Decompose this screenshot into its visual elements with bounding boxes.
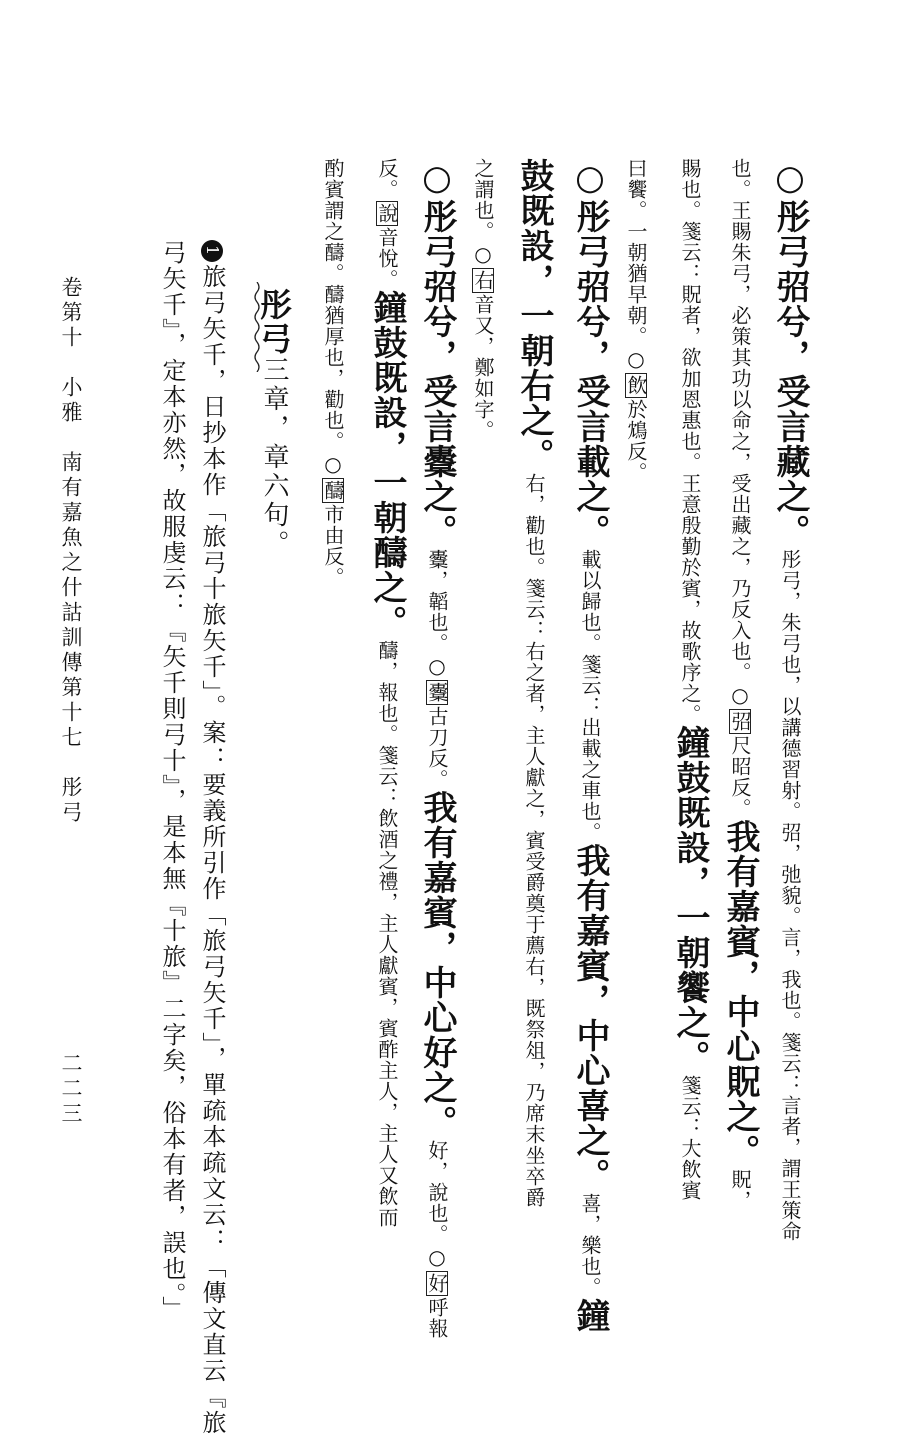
verse-text: ○彤弓弨兮，受言載之。 (570, 158, 610, 549)
note-marker: 1 (201, 240, 223, 262)
boxed-gloss-char: 好 (425, 1273, 449, 1294)
text-column-1 (770, 158, 810, 1242)
verse-text: 鼓既設，一朝右之。 (514, 158, 554, 473)
commentary-text: 彤弓，朱弓也，以講德習射。弨，弛貌。言，我也。箋云：言者，謂王策命 (778, 549, 802, 1242)
commentary-text: 音悅。 (375, 227, 399, 290)
verse-text: 我有嘉賓，中心貺之。 (720, 819, 760, 1169)
commentary-text: 喜，樂也。 (578, 1193, 602, 1298)
commentary-text: 右，勸也。箋云：右之者，主人獻之，賓受爵奠于薦右，既祭俎，乃席末坐卒爵 (522, 473, 546, 1208)
boxed-gloss-char: 說 (375, 203, 399, 224)
commentary-text: 櫜，韜也。○ (425, 549, 449, 679)
commentary-text: 貺， (728, 1169, 752, 1211)
text-column-5 (570, 158, 610, 1333)
chapter-title: 彤弓 (255, 288, 293, 356)
commentary-text: 酌賓謂之醻。醻猶厚也，勸也。○ (321, 158, 345, 477)
page-number: 二二三 (59, 1052, 83, 1127)
verse-text: 鐘鼓既設，一朝醻之。 (367, 290, 407, 640)
commentary-text: 曰饗。一朝猶早朝。○ (624, 158, 648, 372)
verse-text: 我有嘉賓，中心好之。 (417, 790, 457, 1140)
boxed-gloss-char: 飲 (624, 375, 648, 396)
text-column-2 (720, 158, 760, 1211)
verse-text: 鐘鼓既設，一朝饗之。 (670, 725, 710, 1075)
verse-text: ○彤弓弨兮，受言櫜之。 (417, 158, 457, 549)
verse-text: 鐘 (570, 1298, 610, 1333)
note-text-2: 弓矢千』，定本亦然，故服虔云：『矢千則弓十』，是本無『十旅』二字矣，俗本有者，誤也。」 (158, 240, 186, 1322)
commentary-text: 之謂也。○ (471, 158, 495, 267)
boxed-gloss-char: 右 (471, 270, 495, 291)
text-column-4 (623, 158, 649, 483)
text-column-8 (417, 158, 457, 1339)
commentary-text: 呼報 (425, 1297, 449, 1339)
note-line-1 (200, 240, 224, 1436)
chapter-info: 三章，章六句。 (259, 356, 289, 559)
running-head: 卷第十 小雅 南有嘉魚之什詁訓傳第十七 彤弓 (59, 276, 83, 826)
text-column-6 (514, 158, 554, 1208)
text-column-9 (367, 158, 407, 1228)
commentary-text: 好，說也。○ (425, 1140, 449, 1270)
commentary-text: 市由反。 (321, 504, 345, 588)
commentary-text: 古刀反。 (425, 706, 449, 790)
text-column-10 (320, 158, 346, 588)
commentary-text: 載以歸也。箋云：出載之車也。 (578, 549, 602, 843)
text-column-3 (670, 158, 710, 1201)
commentary-text: 於鴆反。 (624, 399, 648, 483)
text-column-7 (470, 158, 496, 441)
title-wavy-underline (253, 282, 261, 372)
commentary-text: 箋云：大飲賓 (678, 1075, 702, 1201)
note-text-1b: 旅弓十旅矢千」。案：要義所引作「旅弓矢千」，單疏本疏文云：「傳文直云『旅 (198, 524, 226, 1436)
boxed-gloss-char: 醻 (321, 480, 345, 501)
commentary-text: 醻，報也。箋云：飲酒之禮，主人獻賓，賓酢主人，主人又飲而 (375, 640, 399, 1228)
boxed-gloss-char: 櫜 (425, 682, 449, 703)
commentary-text: 賜也。箋云：貺者，欲加恩惠也。王意殷勤於賓，故歌序之。 (678, 158, 702, 725)
note-text-1a: 旅弓矢千，日抄本作「 (198, 264, 226, 524)
chapter-summary (255, 288, 293, 559)
note-line-2 (160, 240, 184, 1322)
verse-text: 我有嘉賓，中心喜之。 (570, 843, 610, 1193)
commentary-text: 反。 (375, 158, 399, 200)
commentary-text: 音又，鄭如字。 (471, 294, 495, 441)
verse-text: ○彤弓弨兮，受言藏之。 (770, 158, 810, 549)
commentary-text: 也。王賜朱弓，必策其功以命之，受出藏之，乃反入也。○ (728, 158, 752, 708)
commentary-text: 尺昭反。 (728, 735, 752, 819)
boxed-gloss-char: 弨 (728, 711, 752, 732)
